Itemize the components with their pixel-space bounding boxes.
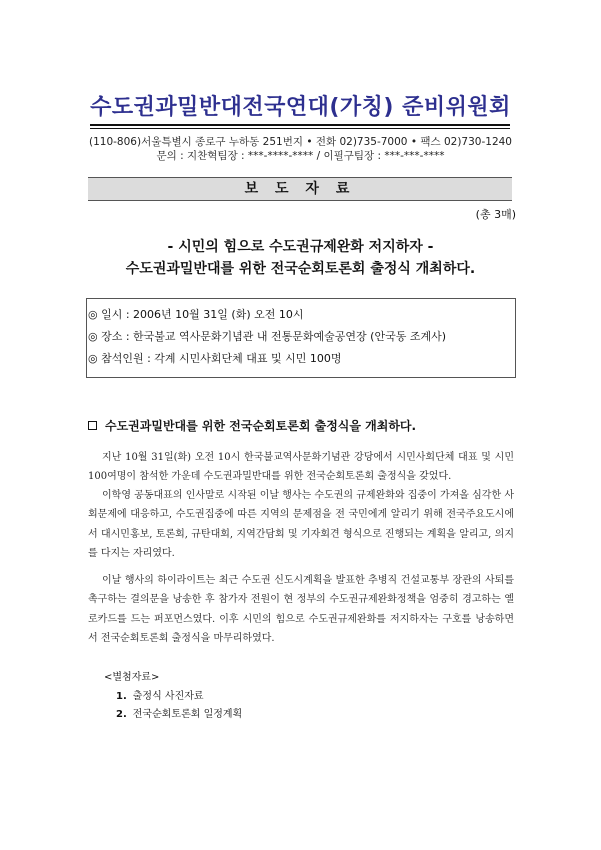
press-release-banner: 보 도 자 료 [88, 177, 512, 201]
body-paragraph: 지난 10월 31일(화) 오전 10시 한국불교역사문화기념관 강당에서 시민사회단체 대표 및 시민 100여명이 참석한 가운데 수도권과밀반대를 위한 전국순회토론회 출정식을 갖었다. [88, 452, 514, 483]
attachment-label: 출정식 사진자료 [132, 691, 204, 702]
attachment-number: 2. [116, 709, 127, 720]
attachment-number: 1. [116, 691, 127, 702]
headline-subtitle: - 시민의 힘으로 수도권규제완화 저지하자 - [167, 239, 434, 255]
attachment-item [116, 687, 204, 702]
headline-title: 수도권과밀반대를 위한 전국순회토론회 출정식 개최하다. [125, 261, 476, 277]
attachment-label: 전국순회토론회 일정계획 [132, 709, 243, 720]
contact-address: (110-806)서울특별시 종로구 누하동 251번지 • 전화 02)735-7000 • 팩스 02)730-1240 [89, 136, 512, 148]
body-paragraph: 이학영 공동대표의 인사말로 시작된 이날 행사는 수도권의 규제완화와 집중이 가져올 심각한 사회문제에 대응하고, 수도권집중에 따른 지역의 문제점을 전 국민에게 알리기 위해 전국주요도시에서 대시민홍보, 토론회, 규탄대회, 지역간담회 및 기자회견 형식으로 진행되는 계획을 알리고, 의지를 다지는 자리였다. [88, 490, 514, 560]
attachment-item [116, 705, 242, 720]
body-paragraph: 이날 행사의 하이라이트는 최근 수도권 신도시계획을 발표한 추병직 건설교통부 장관의 사퇴를 촉구하는 결의문을 낭송한 후 참가자 전원이 현 정부의 수도권규제완화정책을 엄중히 경고하는 옐로카드를 드는 퍼포먼스였다. 이후 시민의 힘으로 수도권규제완화를 저지하자는 구호를 낭송하면서 전국순회토론회 출정식을 마무리하였다. [88, 575, 514, 645]
checkbox-bullet-icon [88, 421, 97, 430]
section-heading [88, 417, 416, 434]
header-divider [90, 124, 510, 126]
event-date: ◎ 일시 : 2006년 10월 31일 (화) 오전 10시 [88, 308, 304, 321]
page-count: (총 3매) [475, 208, 516, 221]
event-place: ◎ 장소 : 한국불교 역사문화기념관 내 전통문화예술공연장 (안국동 조계사) [88, 330, 447, 343]
event-attendees: ◎ 참석인원 : 각계 시민사회단체 대표 및 시민 100명 [88, 352, 342, 365]
section-heading-text: 수도권과밀반대를 위한 전국순회토론회 출정식을 개최하다. [105, 419, 417, 433]
contact-persons: 문의 : 지찬혁팀장 : ***-****-**** / 이필구팀장 : ***-***-**** [156, 150, 445, 162]
organization-title: 수도권과밀반대전국연대(가칭) 준비위원회 [90, 95, 511, 120]
attachments-heading: <별첨자료> [104, 672, 160, 683]
header-divider-thin [90, 128, 510, 129]
